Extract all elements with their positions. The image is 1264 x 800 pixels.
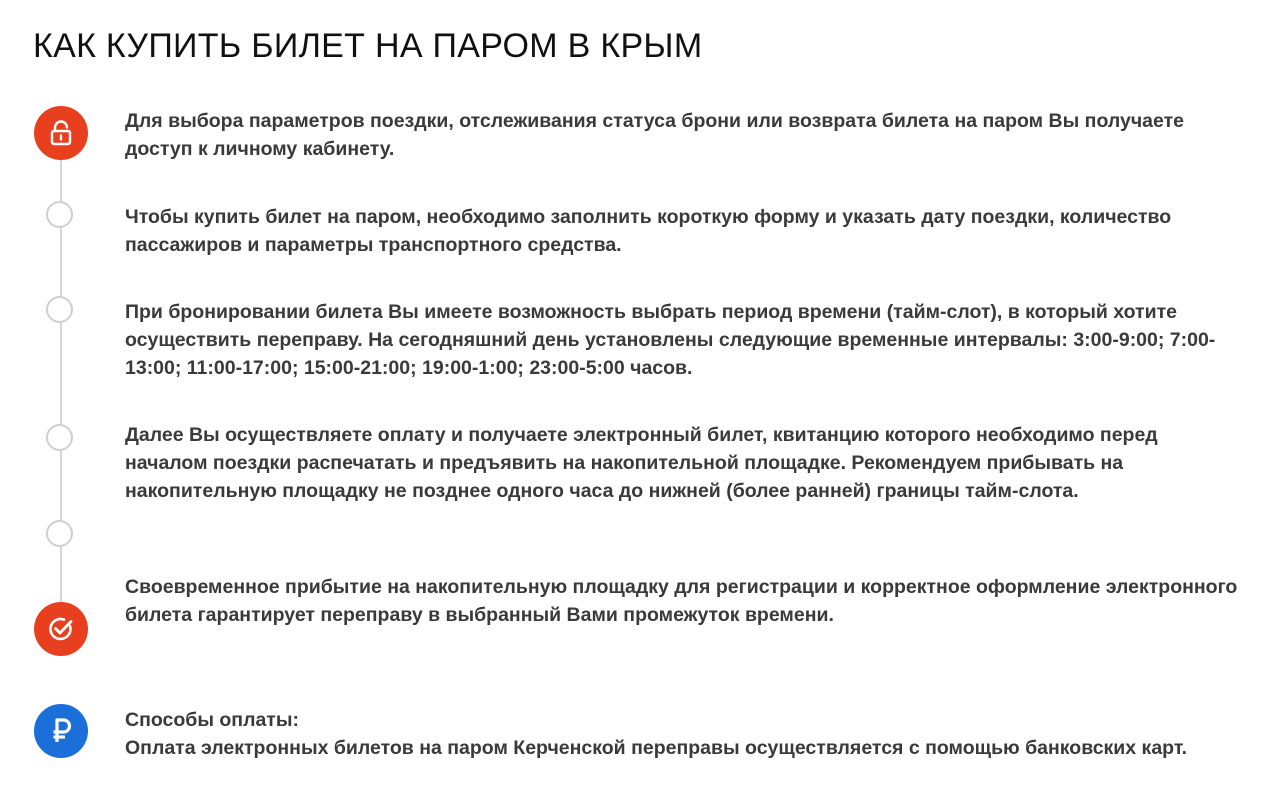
- ruble-icon: [34, 704, 88, 758]
- circle-marker-icon: [46, 201, 73, 228]
- payment-text: Оплата электронных билетов на паром Керченской переправы осуществляется с помощью банковских карт.: [125, 737, 1188, 759]
- step-text-personal-account: Для выбора параметров поездки, отслеживания статуса брони или возврата билета на паром Вы получаете доступ к личному кабинету.: [125, 110, 1184, 160]
- page-title: КАК КУПИТЬ БИЛЕТ НА ПАРОМ В КРЫМ: [33, 27, 703, 65]
- step-text-arrival: Своевременное прибытие на накопительную площадку для регистрации и корректное оформление электронного билета гарантирует переправу в выбранный Вами промежуток времени.: [125, 576, 1238, 626]
- payment-title: Способы оплаты:: [125, 709, 300, 731]
- circle-marker-icon: [46, 424, 73, 451]
- step-text-payment-ticket: Далее Вы осуществляете оплату и получаете электронный билет, квитанцию которого необходимо перед началом поездки распечатать и предъявить на накопительной площадке. Рекомендуем прибывать на накопительную площадку не позднее одного часа до нижней (более ранней) границы тайм-слота.: [125, 424, 1158, 502]
- check-circle-icon: [34, 602, 88, 656]
- step-text-time-slot: При бронировании билета Вы имеете возможность выбрать период времени (тайм-слот), в который хотите осуществить переправу. На сегодняшний день установлены следующие временные интервалы: 3:00-9:00; 7:00-13:00; 11:00-17:00; 15:00-21:00; 19:00-1:00; 23:00-5:00 часов.: [125, 301, 1216, 379]
- payment-section: [125, 706, 1245, 762]
- circle-marker-icon: [46, 520, 73, 547]
- unlock-icon: [34, 106, 88, 160]
- circle-marker-icon: [46, 296, 73, 323]
- step-text-form: Чтобы купить билет на паром, необходимо заполнить короткую форму и указать дату поездки, количество пассажиров и параметры транспортного средства.: [125, 206, 1172, 256]
